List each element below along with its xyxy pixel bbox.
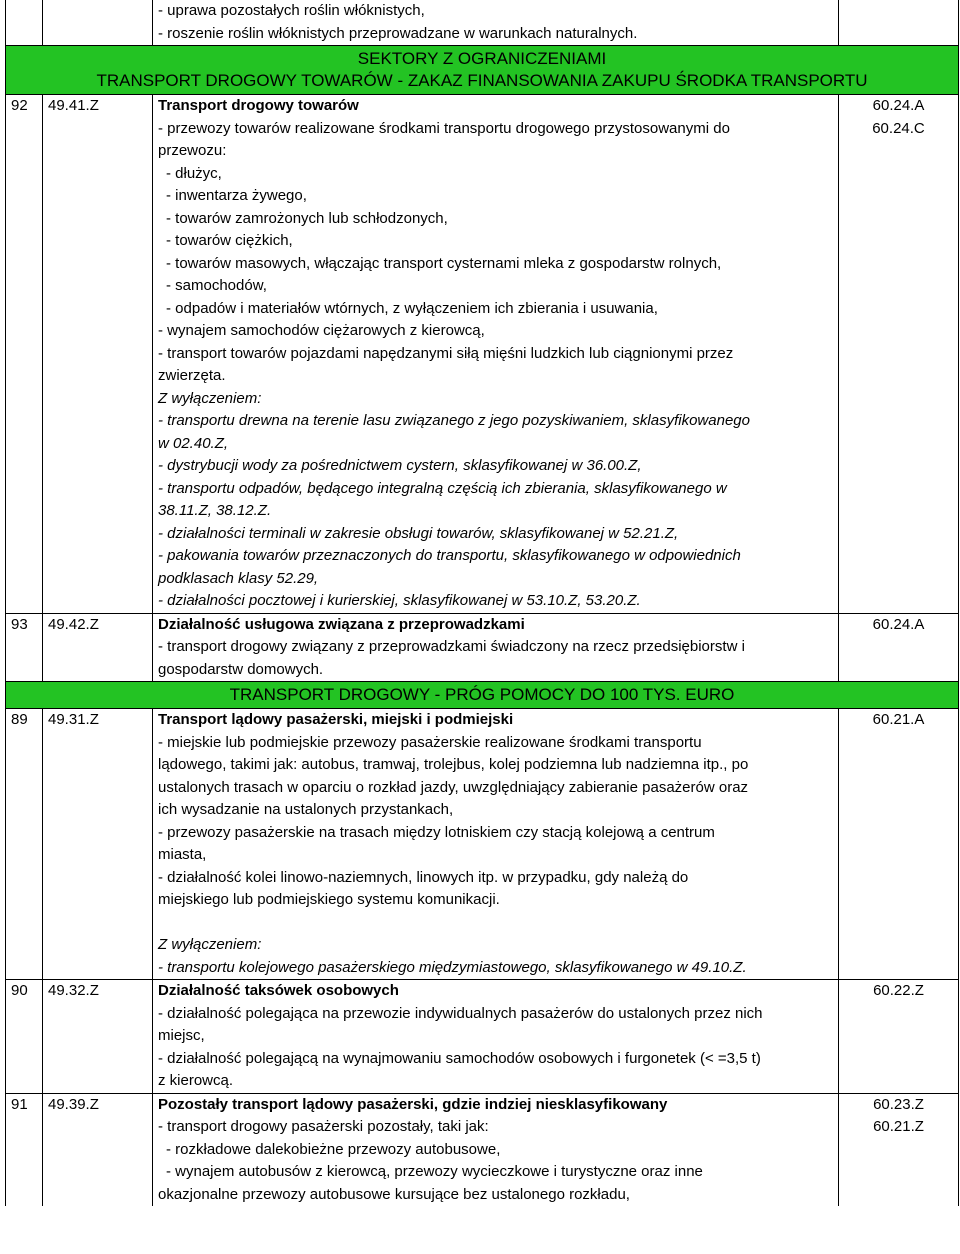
section-subtitle: TRANSPORT DROGOWY TOWARÓW - ZAKAZ FINANSOWANIA ZAKUPU ŚRODKA TRANSPORTU <box>96 71 868 90</box>
old-pkd: 60.23.Z 60.21.Z <box>839 1093 959 1206</box>
table-row-top <box>6 0 959 46</box>
old-pkd: 60.24.A 60.24.C <box>839 95 959 614</box>
row-number: 93 <box>6 613 43 682</box>
row-description: Działalność taksówek osobowych - działalność polegająca na przewozie indywidualnych pasażerów do ustalonych przez nich miejsc, - działalność polegającą na wynajmowaniu samochodów osobowych i furgonetek (< =3,5 t) z kierowcą. <box>153 980 839 1094</box>
old-pkd: 60.24.A <box>839 613 959 682</box>
section-header-restrictions <box>6 46 959 95</box>
pkd-code: 49.39.Z <box>43 1093 153 1206</box>
row-description: Transport drogowy towarów - przewozy towarów realizowane środkami transportu drogowego przystosowanymi do przewozu: - dłużyc, - inwentarza żywego, - towarów zamrożonych lub schłodzonych, - towarów ciężkich, - towarów masowych, włączając transport cysternami mleka z gospodarstw rolnych, - samochodów, - odpadów i materiałów wtórnych, z wyłączeniem ich zbierania i usuwania, - wynajem samochodów ciężarowych z kierowcą, - transport towarów pojazdami napędzanymi siłą mięśni ludzkich lub ciągnionymi przez zwierzęta. Z wyłączeniem: - transportu drewna na terenie lasu związanego z jego pozyskiwaniem, sklasyfikowanego w 02.40.Z, - dystrybucji wody za pośrednictwem cystern, sklasyfikowanej w 36.00.Z, - transportu odpadów, będącego integralną częścią ich zbierania, sklasyfikowanego w 38.11.Z, 38.12.Z. - działalności terminali w zakresie obsługi towarów, sklasyfikowanej w 52.21.Z, - pakowania towarów przeznaczonych do transportu, sklasyfikowanego w odpowiednich podklasach klasy 52.29, - działalności pocztowej i kurierskiej, sklasyfikowanej w 53.10.Z, 53.20.Z. <box>153 95 839 614</box>
pkd-code: 49.41.Z <box>43 95 153 614</box>
row-description: Działalność usługowa związana z przeprowadzkami - transport drogowy związany z przeprowadzkami świadczony na rzecz przedsiębiorstw i gospodarstw domowych. <box>153 613 839 682</box>
row-description: Transport lądowy pasażerski, miejski i podmiejski - miejskie lub podmiejskie przewozy pasażerskie realizowane środkami transportu lądowego, takimi jak: autobus, tramwaj, trolejbus, kolej podziemna lub nadziemna itp., po ustalonych trasach w oparciu o rozkład jazdy, uwzględniający zabieranie pasażerów oraz ich wysadzanie na ustalonych przystankach, - przewozy pasażerskie na trasach między lotniskiem czy stacją kolejową a centrum miasta, - działalność kolei linowo-naziemnych, linowych itp. w przypadku, gdy należą do miejskiego lub podmiejskiego systemu komunikacji. Z wyłączeniem: - transportu kolejowego pasażerskiego międzymiastowego, sklasyfikowanego w 49.10.Z. <box>153 709 839 980</box>
section-header-threshold <box>6 682 959 709</box>
row-number: 89 <box>6 709 43 980</box>
pkd-code: 49.31.Z <box>43 709 153 980</box>
table-row-90 <box>6 980 959 1094</box>
row-title: Działalność usługowa związana z przeprowadzkami <box>158 615 525 633</box>
row-title: Transport drogowy towarów <box>158 97 359 114</box>
table-row-92 <box>6 95 959 614</box>
row-title: Pozostały transport lądowy pasażerski, gdzie indziej niesklasyfikowany <box>158 1095 668 1113</box>
old-pkd: 60.21.A <box>839 709 959 980</box>
table-row-93 <box>6 613 959 682</box>
exclusion-heading: Z wyłączeniem: <box>158 389 262 407</box>
row-description: Pozostały transport lądowy pasażerski, gdzie indziej niesklasyfikowany - transport drogowy pasażerski pozostały, taki jak: - rozkładowe dalekobieżne przewozy autobusowe, - wynajem autobusów z kierowcą, przewozy wycieczkowe i turystyczne oraz inne okazjonalne przewozy autobusowe kursujące bez ustalonego rozkładu, <box>153 1093 839 1206</box>
section-title: TRANSPORT DROGOWY - PRÓG POMOCY DO 100 TYS. EURO <box>229 685 735 704</box>
row-title: Działalność taksówek osobowych <box>158 982 399 999</box>
pkd-code: 49.42.Z <box>43 613 153 682</box>
table-row-91 <box>6 1093 959 1206</box>
section-title: SEKTORY Z OGRANICZENIAMI <box>357 49 607 68</box>
top-lines: - uprawa pozostałych roślin włóknistych, - roszenie roślin włóknistych przeprowadzane w warunkach naturalnych. <box>153 0 839 46</box>
pkd-code: 49.32.Z <box>43 980 153 1094</box>
old-pkd: 60.22.Z <box>839 980 959 1094</box>
pkd-table <box>5 0 959 1206</box>
row-title: Transport lądowy pasażerski, miejski i podmiejski <box>158 711 514 728</box>
row-number: 92 <box>6 95 43 614</box>
row-number: 90 <box>6 980 43 1094</box>
exclusion-heading: Z wyłączeniem: <box>158 936 262 953</box>
row-number: 91 <box>6 1093 43 1206</box>
table-row-89 <box>6 709 959 980</box>
